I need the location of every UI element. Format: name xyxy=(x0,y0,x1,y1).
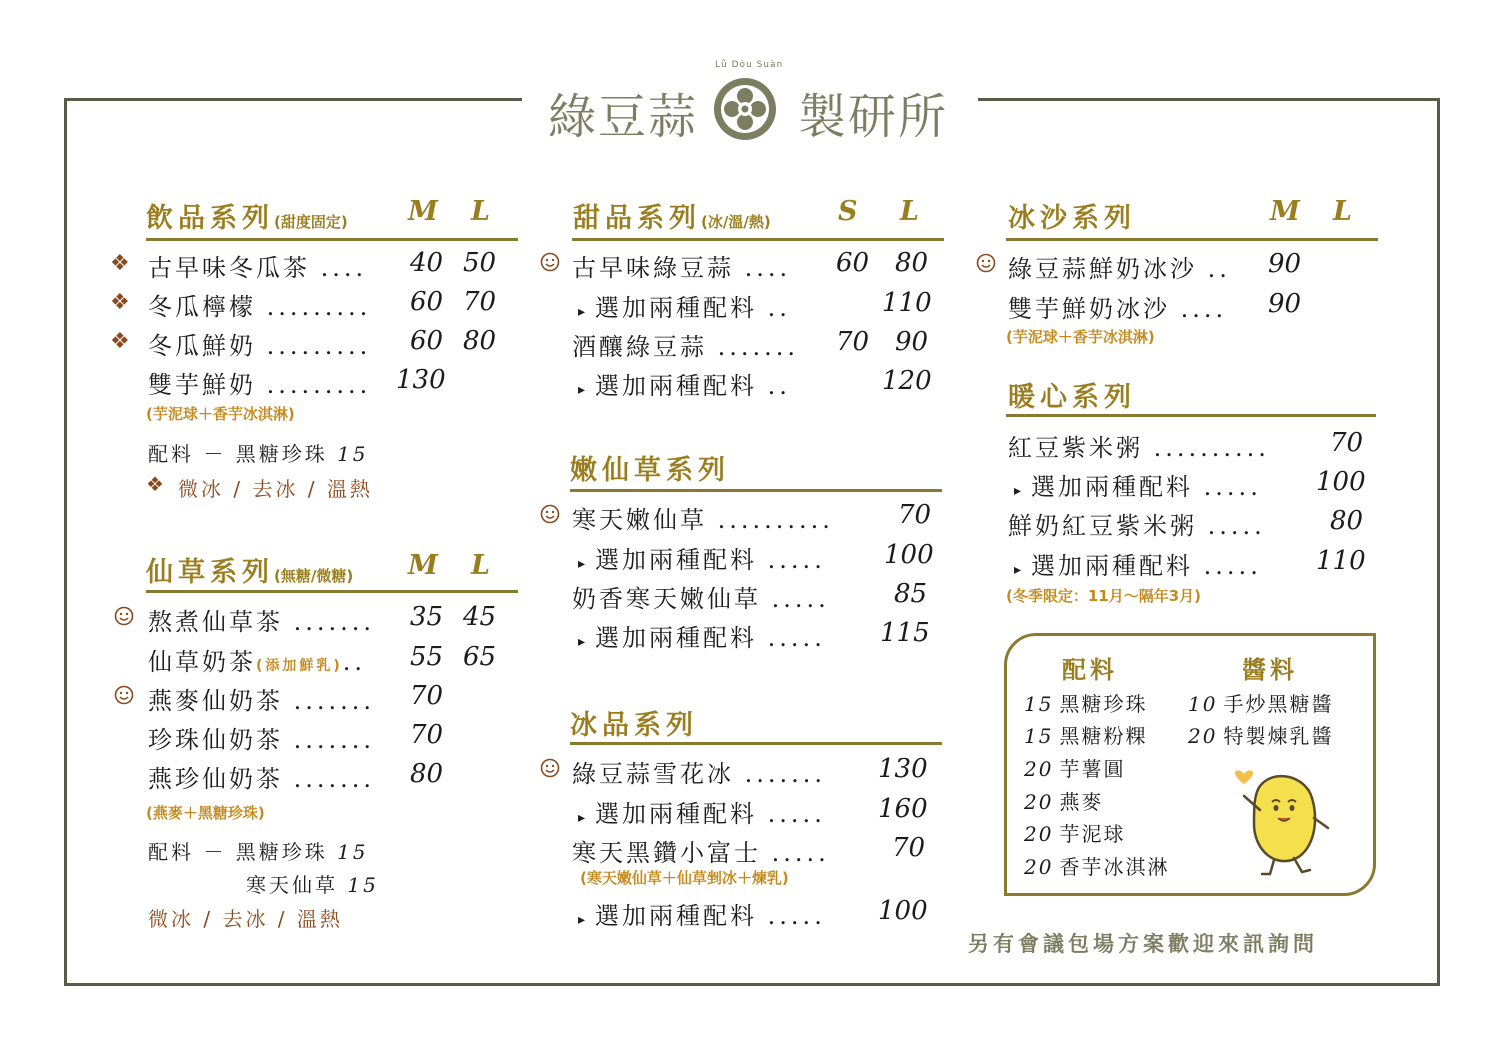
sweets-size-s: S xyxy=(838,196,858,227)
menu-item: 燕麥仙奶茶 ....... xyxy=(148,687,376,715)
menu-item: 仙草奶茶(添加鮮乳).. xyxy=(148,648,367,676)
smoothie-size-m: M xyxy=(1270,196,1300,227)
menu-item: ▸ 選加兩種配料 .. xyxy=(578,372,791,400)
menu-item: 熬煮仙草茶 ....... xyxy=(148,608,376,636)
price: 130 xyxy=(878,754,928,784)
menu-item: 古早味冬瓜茶 .... xyxy=(148,254,368,282)
menu-item: ▸ 選加兩種配料 ..... xyxy=(578,546,826,574)
smiley-icon xyxy=(114,685,134,705)
menu-item: ▸ 選加兩種配料 ..... xyxy=(1014,473,1262,501)
grass-note: (無糖/微糖) xyxy=(274,567,354,585)
smiley-icon xyxy=(540,252,560,272)
menu-item: ▸ 選加兩種配料 ..... xyxy=(578,902,826,930)
menu-item: 綠豆蒜雪花冰 ....... xyxy=(572,760,827,788)
menu-item: 冬瓜鮮奶 ......... xyxy=(148,332,372,360)
price-l: 90 xyxy=(895,327,929,357)
topping-item: 15 黑糖粉粿 xyxy=(1024,724,1148,748)
drinks-title: 飲品系列(甜度固定) xyxy=(146,203,348,234)
price: 70 xyxy=(898,500,932,530)
menu-item: 雙芋鮮奶 ......... xyxy=(148,371,372,399)
price: 90 xyxy=(1268,289,1302,319)
smiley-icon xyxy=(976,253,996,273)
brand-pinyin: Lǜ Dòu Suàn xyxy=(715,60,784,70)
price-l: 80 xyxy=(463,326,497,356)
sweets-size-l: L xyxy=(900,196,919,227)
diamond-icon: ❖ xyxy=(146,472,164,496)
price-l: 70 xyxy=(463,287,497,317)
menu-item: 珍珠仙奶茶 ....... xyxy=(148,726,376,754)
menu-item: 酒釀綠豆蒜 ....... xyxy=(572,333,800,361)
topping-item: 20 香芋冰淇淋 xyxy=(1024,855,1170,879)
diamond-icon: ❖ xyxy=(110,290,130,315)
menu-item: 雙芋鮮奶冰沙 .... xyxy=(1008,295,1228,323)
drinks-ice-options: 微冰 / 去冰 / 溫熱 xyxy=(178,477,373,501)
menu-item: 燕珍仙奶茶 ....... xyxy=(148,765,376,793)
grass-topping: 配料 － 黑糖珍珠 15 xyxy=(148,840,369,864)
price: 100 xyxy=(878,896,928,926)
price: 115 xyxy=(880,618,930,648)
smoothie-rule xyxy=(1006,238,1378,241)
smiley-icon xyxy=(114,606,134,626)
menu-item: 寒天嫩仙草 .......... xyxy=(572,506,834,534)
topping-item: 20 芋泥球 xyxy=(1024,822,1126,846)
menu-item: ▸ 選加兩種配料 ..... xyxy=(1014,552,1262,580)
drinks-rule xyxy=(146,238,518,241)
price-m: 70 xyxy=(410,720,444,750)
smiley-icon xyxy=(540,758,560,778)
ice-series-title: 冰品系列 xyxy=(570,710,698,741)
topping-item: 20 芋薯圓 xyxy=(1024,757,1126,781)
sweets-rule xyxy=(572,238,944,241)
price: 160 xyxy=(878,794,928,824)
price-l: 110 xyxy=(882,288,932,318)
price-l: 120 xyxy=(882,366,932,396)
grass-rule xyxy=(146,590,518,593)
smoothie-title: 冰沙系列 xyxy=(1008,203,1136,234)
price-l: 45 xyxy=(463,602,497,632)
brand-name-right: 製研所 xyxy=(798,89,949,145)
price-m: 60 xyxy=(410,287,444,317)
price-s: 70 xyxy=(836,327,870,357)
warm-title: 暖心系列 xyxy=(1008,382,1136,413)
grass-sub-note: (燕麥＋黑糖珍珠) xyxy=(146,804,265,822)
topping-item: 20 燕麥 xyxy=(1024,790,1104,814)
price-m: 70 xyxy=(410,681,444,711)
price: 100 xyxy=(884,540,934,570)
sauce-item: 10 手炒黑糖醬 xyxy=(1188,692,1334,716)
price: 80 xyxy=(1330,506,1364,536)
jelly-rule xyxy=(570,489,942,492)
price: 110 xyxy=(1316,546,1366,576)
price-l: 50 xyxy=(463,248,497,278)
price-m: 35 xyxy=(410,602,444,632)
sauces-title: 醬料 xyxy=(1242,656,1298,684)
smoothie-size-l: L xyxy=(1333,196,1352,227)
drinks-sub-note: (芋泥球＋香芋冰淇淋) xyxy=(146,405,295,423)
footer-note: 另有會議包場方案歡迎來訊詢問 xyxy=(968,932,1318,956)
menu-item: 寒天黑鑽小富士 ..... xyxy=(572,839,830,867)
drinks-topping: 配料 － 黑糖珍珠 15 xyxy=(148,442,369,466)
menu-item: 古早味綠豆蒜 .... xyxy=(572,254,792,282)
menu-item: 奶香寒天嫩仙草 ..... xyxy=(572,585,830,613)
warm-sub-note: (冬季限定：11月～隔年3月) xyxy=(1006,587,1202,605)
brand-name-left: 綠豆蒜 xyxy=(548,89,699,145)
price-m: 60 xyxy=(410,326,444,356)
grass-title: 仙草系列(無糖/微糖) xyxy=(146,557,354,588)
brand-logo xyxy=(540,58,960,148)
sauce-item: 20 特製煉乳醬 xyxy=(1188,724,1334,748)
smoothie-sub-note: (芋泥球＋香芋冰淇淋) xyxy=(1006,328,1155,346)
menu-item: 冬瓜檸檬 ......... xyxy=(148,293,372,321)
price: 100 xyxy=(1316,467,1366,497)
sweets-title: 甜品系列(冰/溫/熱) xyxy=(573,203,771,234)
price-m: 130 xyxy=(396,365,446,395)
price: 70 xyxy=(1330,428,1364,458)
grass-ice-options: 微冰 / 去冰 / 溫熱 xyxy=(148,907,343,931)
warm-rule xyxy=(1006,414,1376,417)
price-m: 55 xyxy=(410,642,444,672)
price-s: 60 xyxy=(836,248,870,278)
topping-item: 15 黑糖珍珠 xyxy=(1024,692,1148,716)
menu-item: ▸ 選加兩種配料 .. xyxy=(578,294,791,322)
grass-size-l: L xyxy=(471,550,490,581)
sweets-note: (冰/溫/熱) xyxy=(701,213,771,231)
jelly-title: 嫩仙草系列 xyxy=(570,455,730,486)
price: 70 xyxy=(892,833,926,863)
price: 85 xyxy=(894,579,928,609)
toppings-title: 配料 xyxy=(1062,656,1118,684)
drinks-size-l: L xyxy=(471,196,490,227)
diamond-icon: ❖ xyxy=(110,251,130,276)
ice-series-rule xyxy=(570,742,942,745)
grass-size-m: M xyxy=(408,550,438,581)
smiley-icon xyxy=(540,504,560,524)
price-l: 65 xyxy=(463,642,497,672)
drinks-size-m: M xyxy=(408,196,438,227)
menu-item: 鮮奶紅豆紫米粥 ..... xyxy=(1008,512,1266,540)
bean-mascot-icon xyxy=(1230,762,1340,882)
ice-series-sub-note: (寒天嫩仙草＋仙草剉冰＋煉乳) xyxy=(580,869,789,887)
drinks-note: (甜度固定) xyxy=(274,213,348,231)
diamond-icon: ❖ xyxy=(110,329,130,354)
menu-item: ▸ 選加兩種配料 ..... xyxy=(578,624,826,652)
price-m: 80 xyxy=(410,759,444,789)
menu-item: 紅豆紫米粥 .......... xyxy=(1008,434,1270,462)
brand-emblem-icon xyxy=(712,76,778,142)
grass-topping: 寒天仙草 15 xyxy=(246,873,379,897)
menu-item: 綠豆蒜鮮奶冰沙 .. xyxy=(1008,255,1231,283)
price-l: 80 xyxy=(895,248,929,278)
price-m: 40 xyxy=(410,248,444,278)
price: 90 xyxy=(1268,249,1302,279)
menu-item: ▸ 選加兩種配料 ..... xyxy=(578,800,826,828)
